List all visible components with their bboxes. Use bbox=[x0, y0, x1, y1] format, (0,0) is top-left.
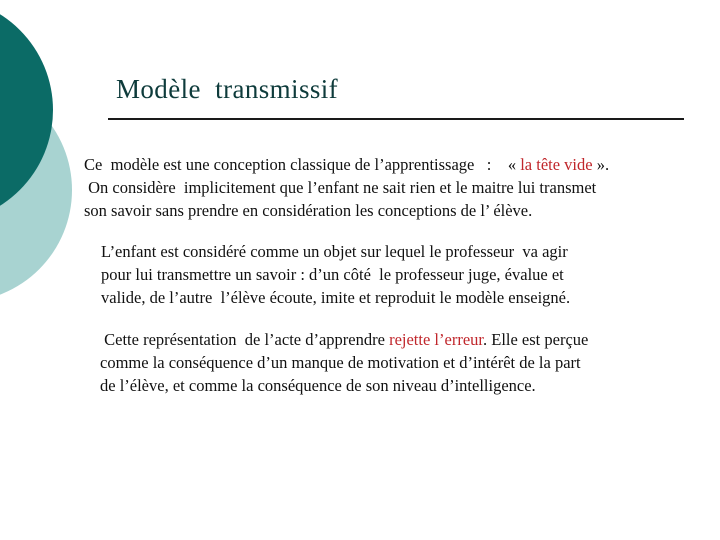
p1-line2: On considère implicitement que l’enfant ne sait rien et le maitre lui transmet bbox=[84, 178, 597, 197]
paragraph-3 bbox=[100, 328, 588, 397]
p1-highlight: la tête vide bbox=[520, 155, 593, 174]
p2-line1: L’enfant est considéré comme un objet sur lequel le professeur va agir bbox=[101, 242, 568, 261]
p3-line2: comme la conséquence d’un manque de motivation et d’intérêt de la part bbox=[100, 353, 581, 372]
p3-line1-start: Cette représentation de l’acte d’apprendre bbox=[100, 330, 390, 349]
p3-highlight: rejette l’erreur bbox=[389, 330, 483, 349]
slide-title: Modèle transmissif bbox=[116, 74, 339, 104]
p3-line1-end: . Elle est perçue bbox=[482, 330, 589, 349]
paragraph-1 bbox=[84, 153, 609, 222]
title-underline bbox=[108, 118, 684, 120]
p2-line2: pour lui transmettre un savoir : d’un côté le professeur juge, évalue et bbox=[101, 265, 564, 284]
p1-line1-end: ». bbox=[592, 155, 610, 174]
p1-line3: son savoir sans prendre en considération les conceptions de l’ élève. bbox=[84, 201, 533, 220]
p3-line3: de l’élève, et comme la conséquence de son niveau d’intelligence. bbox=[100, 376, 536, 395]
p1-line1-start: Ce modèle est une conception classique de l’apprentissage : « bbox=[84, 155, 521, 174]
p2-line3: valide, de l’autre l’élève écoute, imite et reproduit le modèle enseigné. bbox=[101, 288, 571, 307]
paragraph-2 bbox=[101, 240, 570, 309]
